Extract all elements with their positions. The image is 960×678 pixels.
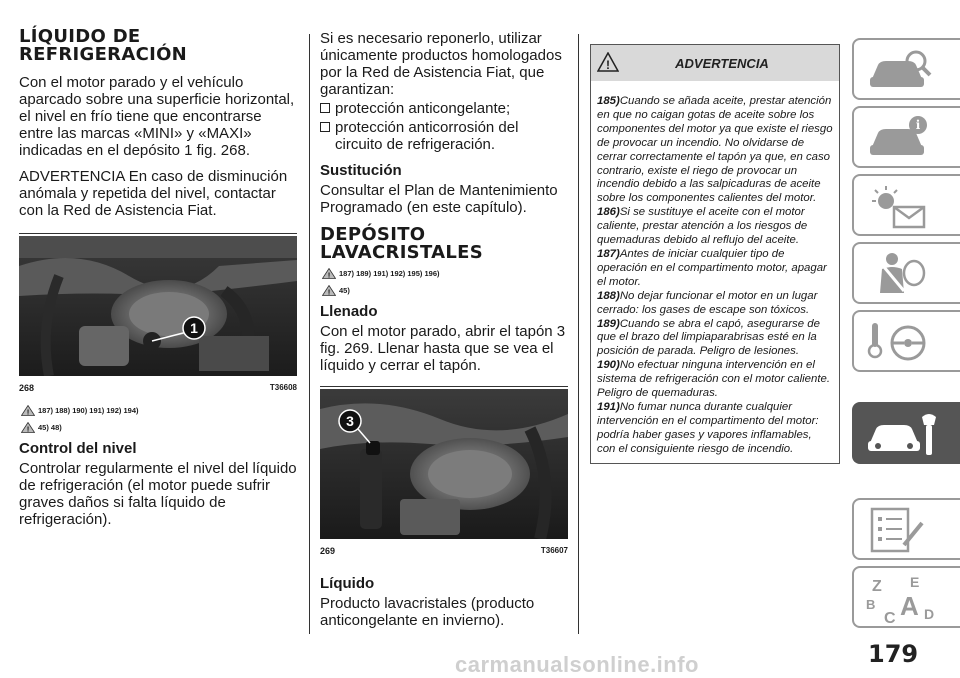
warning-refs-4: ! 45) — [322, 285, 568, 296]
refill-paragraph: Si es necesario reponerlo, utilizar únicamente productos homologados por la Red de Asistencia Fiat, que garantizan: — [320, 30, 562, 98]
coolant-level-paragraph: Con el motor parado y el vehículo aparcado sobre una superficie horizontal, el nivel en frío tiene que encontrarse entre las marcas «MINI» y «MAXI» indicadas en el depósito 1 fig. 268. — [19, 74, 295, 159]
warning-item — [597, 359, 833, 401]
figure-code: T36607 — [540, 546, 568, 555]
warning-item-number: 188) — [597, 289, 620, 302]
svg-text:A: A — [900, 591, 919, 621]
warning-triangle-icon — [322, 285, 336, 296]
column-left — [19, 28, 297, 537]
warning-refs-2: ! 45) 48) — [21, 422, 297, 433]
checklist-item-antifreeze: protección anticongelante; — [320, 100, 568, 117]
warning-item-text: Cuando se abra el capó, asegurarse de que el brazo del limpiaparabrisas esté en la posición de parada. Peligro de lesiones. — [597, 317, 820, 358]
figure-caption-268 — [19, 383, 297, 393]
warning-item-text: No fumar nunca durante cualquier intervención en el compartimento del motor: podría haber gases y vapores inflamables, con el consiguiente riesgo de incendio. — [597, 400, 819, 455]
warning-triangle-icon — [21, 422, 35, 433]
column-divider-2 — [578, 34, 579, 634]
tab-safety[interactable] — [852, 242, 960, 304]
liquid-paragraph: Producto lavacristales (producto anticongelante en invierno). — [320, 595, 535, 629]
filling-paragraph: Con el motor parado, abrir el tapón 3 fig. 269. Llenar hasta que se vea el líquido y cerrar el tapón. — [320, 323, 566, 374]
figure-number: 268 — [19, 383, 35, 393]
warning-triangle-icon — [597, 52, 619, 72]
warning-item-text: No dejar funcionar el motor en un lugar cerrado: los gases de escape son tóxicos. — [597, 289, 818, 316]
subtitle-replacement: Sustitución — [320, 162, 402, 179]
warning-box-title: ADVERTENCIA — [675, 55, 769, 71]
replacement-paragraph: Consultar el Plan de Mantenimiento Programado (en este capítulo). — [320, 182, 558, 216]
warning-item — [597, 248, 833, 290]
column-middle — [320, 30, 568, 638]
figure-number: 269 — [320, 546, 336, 556]
warning-item-text: Si se sustituye el aceite con el motor caliente, prestar atención a los riesgos de quemaduras debido al reflujo del aceite. — [597, 206, 808, 247]
callout-1: 1 — [190, 320, 198, 336]
warning-item-number: 189) — [597, 317, 620, 330]
checklist-document-icon — [864, 505, 934, 555]
warning-item-number: 185) — [597, 95, 620, 107]
svg-text:D: D — [924, 606, 935, 622]
subtitle-level-check: Control del nivel — [19, 440, 137, 457]
warning-item-number: 190) — [597, 359, 620, 372]
warning-refs-3: ! 187) 189) 191) 192) 195) 196) — [322, 268, 568, 279]
car-wrench-icon — [864, 409, 944, 459]
page-number: 179 — [868, 640, 919, 668]
warning-item-number: 186) — [597, 206, 620, 219]
figure-caption-269 — [320, 546, 568, 556]
svg-text:i: i — [915, 118, 921, 132]
tab-car-controls[interactable] — [852, 106, 960, 168]
engine-photo-268 — [19, 236, 297, 381]
warning-item-text: No efectuar ninguna intervención en el sistema de refrigeración con el motor caliente. Peligro de quemaduras. — [597, 359, 830, 400]
subtitle-liquid: Líquido — [320, 575, 375, 592]
svg-text:!: ! — [26, 426, 30, 433]
figure-269 — [320, 386, 568, 556]
car-info-icon — [864, 113, 934, 163]
warning-box-body — [591, 81, 839, 463]
engine-photo-269 — [320, 389, 568, 544]
warning-item — [597, 95, 833, 206]
watermark: carmanualsonline.info — [455, 652, 699, 677]
svg-text:!: ! — [327, 289, 331, 296]
coolant-warning-paragraph: ADVERTENCIA En caso de disminución anómala y repetida del nivel, contactar con la Red de Asistencia Fiat. — [19, 168, 288, 219]
tab-maintenance[interactable] — [852, 402, 960, 464]
warning-item — [597, 290, 833, 318]
checkbox-icon — [320, 122, 330, 132]
figure-268 — [19, 233, 297, 393]
warning-refs-1: ! 187) 188) 190) 191) 192) 194) — [21, 405, 297, 416]
figure-code: T36608 — [269, 383, 297, 392]
warning-triangle-icon — [21, 405, 35, 416]
callout-3: 3 — [346, 413, 354, 429]
warning-light-message-icon — [864, 181, 934, 231]
checklist-item-anticorrosion: protección anticorrosión del circuito de refrigeración. — [320, 119, 568, 153]
key-steering-wheel-icon — [864, 317, 934, 367]
warning-item — [597, 401, 833, 457]
tab-technical-data[interactable] — [852, 498, 960, 560]
warning-item — [597, 206, 833, 248]
warning-item-text: Antes de iniciar cualquier tipo de operación en el compartimento motor, apagar el motor. — [597, 247, 827, 288]
svg-text:!: ! — [606, 58, 610, 72]
tab-lights-messages[interactable] — [852, 174, 960, 236]
section-title-coolant: LÍQUIDO DE REFRIGERACIÓN — [19, 26, 188, 65]
section-title-washer: DEPÓSITO LAVACRISTALES — [320, 224, 483, 263]
alphabet-index-icon — [864, 573, 944, 629]
svg-text:B: B — [866, 597, 876, 612]
warning-item-text: Cuando se añada aceite, prestar atención en que no caigan gotas de aceite sobre los componentes del motor ya que existe el riesgo de provocar un incendio. No olvidarse de cerrar correctamente el tapón ya que, en caso contrario, existe el riego de provocar un incendio debido a las salpicaduras de aceite sobre los componentes calientes del motor. — [597, 95, 833, 205]
svg-text:E: E — [910, 574, 920, 590]
warning-box-header — [591, 45, 839, 81]
tab-car-info[interactable] — [852, 38, 960, 100]
column-divider-1 — [309, 34, 310, 634]
warning-item-number: 191) — [597, 400, 620, 413]
warning-triangle-icon — [322, 268, 336, 279]
svg-text:C: C — [884, 610, 896, 627]
svg-text:Z: Z — [872, 578, 882, 595]
car-search-icon — [864, 45, 934, 95]
warning-item — [597, 318, 833, 360]
svg-text:!: ! — [327, 272, 331, 279]
svg-text:!: ! — [26, 409, 30, 416]
subtitle-filling: Llenado — [320, 303, 378, 320]
tab-index[interactable] — [852, 566, 960, 628]
tab-starting-driving[interactable] — [852, 310, 960, 372]
checkbox-icon — [320, 103, 330, 113]
level-check-paragraph: Controlar regularmente el nivel del líquido de refrigeración (el motor puede sufrir graves daños si falta líquido de refrigeración). — [19, 460, 297, 528]
warning-item-number: 187) — [597, 247, 620, 260]
airbag-seatbelt-icon — [864, 249, 934, 299]
warning-box — [590, 44, 840, 464]
column-right — [590, 44, 840, 464]
